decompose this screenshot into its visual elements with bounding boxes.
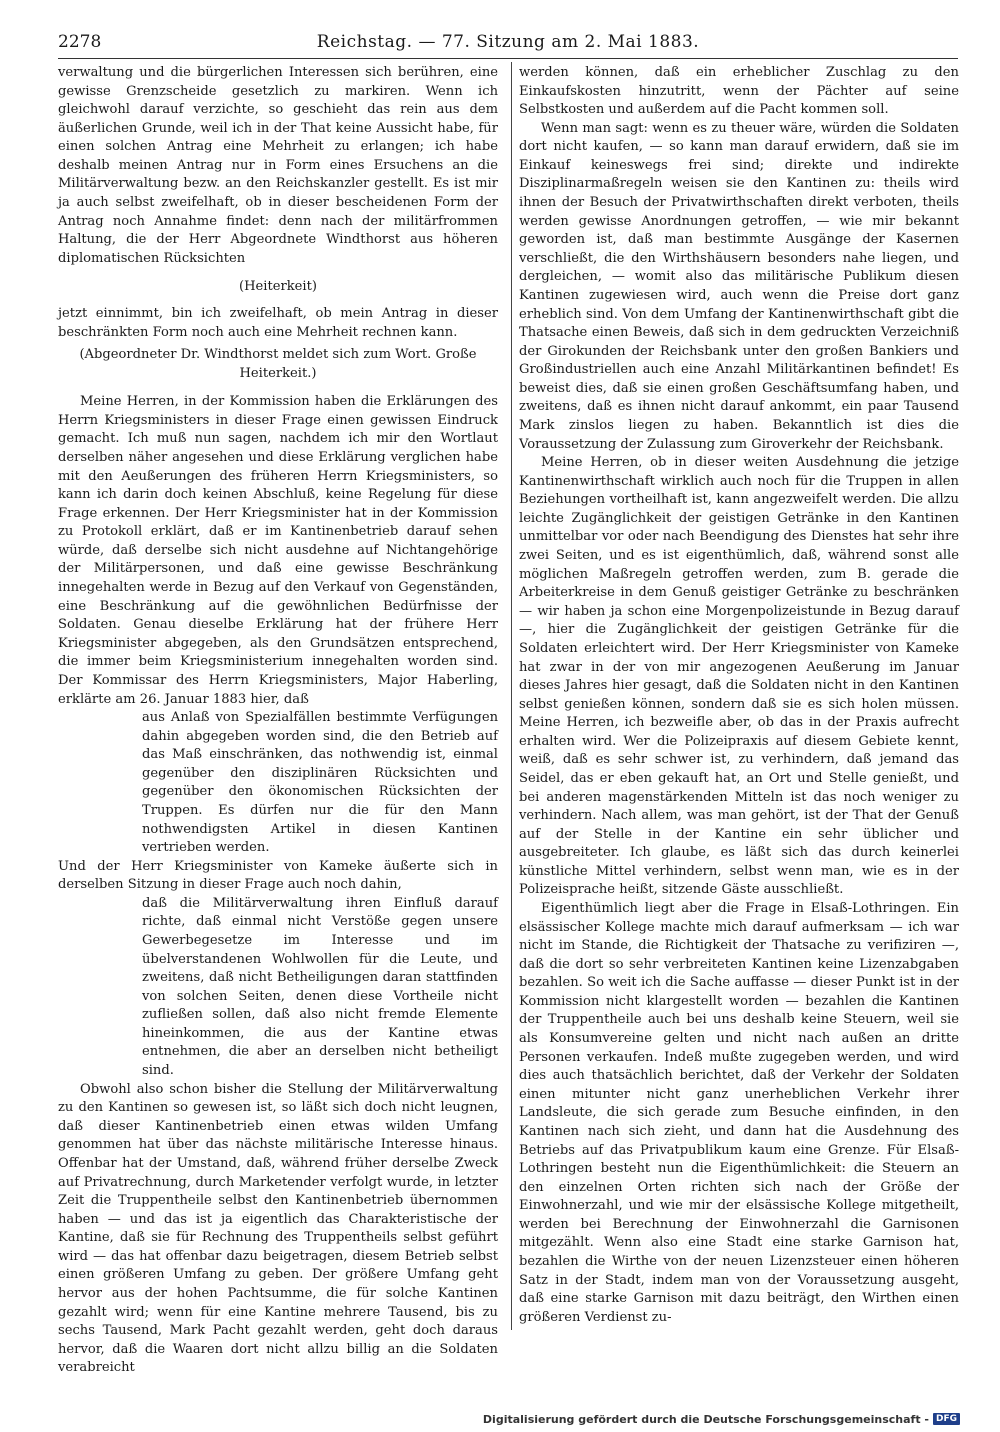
- quotation: aus Anlaß von Spezialfällen bestimmte Verfügungen dahin abgegeben worden sind, die den Betrieb auf das Maß einschränken, das nothwendig ist, einmal gegenüber den disziplinären Rücksichten und gegenüber den ökonomischen Rücksichten der Truppen. Es dürfen nur die für den Mann nothwendigsten Artikel in diesen Kantinen vertrieben werden.: [142, 710, 498, 856]
- paragraph: (Heiterkeit): [239, 279, 317, 295]
- page-title: Reichstag. — 77. Sitzung am 2. Mai 1883.: [316, 32, 700, 52]
- footer-text: Digitalisierung gefördert durch die Deutsche Forschungsgemeinschaft -: [482, 1412, 929, 1426]
- paragraph: werden können, daß ein erheblicher Zuschlag zu den Einkaufskosten hinzutritt, wenn der Pächter auf seine Selbstkosten und außerdem auf die Pacht kommen soll.: [519, 65, 959, 118]
- paragraph: Meine Herren, ob in dieser weiten Ausdehnung die jetzige Kantinenwirthschaft wirklich auch noch für die Truppen in allen Beziehungen vortheilhaft ist, kann angezweifelt werden. Die allzu leichte Zugänglichkeit der geistigen Getränke in den Kantinen unmittelbar vor oder nach Beendigung des Dienstes hat sehr ihre zwei Seiten, und es ist eigenthümlich, daß, während sonst alle möglichen Maßregeln getroffen werden, zum B. gerade die Arbeiterkreise in dem Genuß geistiger Getränke zu beschränken — wir haben ja schon eine Morgenpolizeistunde in Bezug darauf —, hier die Zugänglichkeit der geistigen Getränke für die Soldaten erleichtert wird. Der Herr Kriegsminister von Kameke hat zwar in der von mir angezogenen Aeußerung im Januar dieses Jahres hier gesagt, daß die Soldaten nicht in den Kantinen selbst genießen können, sondern daß sie es sich holen müssen. Meine Herren, ich bezweifle aber, ob das in der Praxis aufrecht erhalten wird. Wer die Polizeipraxis auf diesem Gebiete kennt, weiß, daß es sehr schwer ist, zu verhindern, daß jemand das Seidel, das er eben gekauft hat, an Ort und Stelle genießt, und bei anderen magenstärkenden Mitteln ist das noch weniger zu verhindern. Nach allem, was man gehört, ist der That der Genuß auf der Stelle in der Kantine ein sehr üblicher und ausgebreiteter. Ich glaube, es läßt sich das durch keinerlei künstliche Mittel verhindern, selbst wenn man, wie es in der Polizeisprache heißt, sitzende Gäste ausschließt.: [519, 455, 959, 898]
- paragraph: Wenn man sagt: wenn es zu theuer wäre, würden die Soldaten dort nicht kaufen, — so kann man darauf erwidern, daß sie im Einkauf keineswegs frei sind; direkte und indirekte Disziplinarmaßregeln weisen sie den Kantinen zu: theils wird ihnen der Besuch der Privatwirthschaften direkt verboten, theils werden gewisse Anordnungen getroffen, — wie mir bekannt geworden ist, daß man bestimmte Ausgänge der Kasernen verschließt, die den Wirthshäusern besonders nahe liegen, und dergleichen, — womit also das militärische Publikum diesen Kantinen zugewiesen wird, auch wenn die Preise dort ganz erheblich sind. Von dem Umfang der Kantinenwirthschaft gibt die Thatsache einen Beweis, daß sich in dem gedruckten Verzeichniß der Girokunden der Reichsbank unter den großen Bankiers und Großindustriellen auch eine Anzahl Militärkantinen befindet! Es beweist dies, daß sie einen großen Geschäftsumfang haben, und zweitens, daß es ihnen nicht darauf ankommt, ein paar Tausend Mark zinslos liegen zu haben. Bekanntlich ist dies die Voraussetzung der Zulassung zum Giroverkehr der Reichsbank.: [519, 120, 959, 452]
- column-divider: [511, 62, 512, 1330]
- page-header: [58, 30, 958, 56]
- left-column: [58, 64, 498, 1378]
- footer-credit: [483, 1411, 960, 1427]
- paragraph: Obwohl also schon bisher die Stellung der Militärverwaltung zu den Kantinen so gewesen ist, so läßt sich doch nicht leugnen, daß dieser Kantinenbetrieb einen etwas wilden Umfang genommen hat über das nächste militärische Interesse hinaus. Offenbar hat der Umstand, daß, während früher derselbe Zweck auf Privatrechnung, durch Marketender verfolgt wurde, in letzter Zeit die Truppentheile selbst den Kantinenbetrieb übernommen haben — und das ist ja eigentlich das Charakteristische der Kantine, daß sie für Rechnung des Truppentheils selbst geführt wird — das hat offenbar dazu beigetragen, diesem Betrieb selbst einen größeren Umfang zu geben. Der größere Umfang geht hervor aus der hohen Pachtsumme, die für solche Kantinen gezahlt wird; wenn für eine Kantine mehrere Tausend, bis zu sechs Tausend, Mark Pacht gezahlt werden, geht doch daraus hervor, daß die Waaren dort nicht allzu billig an die Soldaten verabreicht: [58, 1081, 498, 1376]
- dfg-logo: DFG: [933, 1413, 960, 1425]
- paragraph: jetzt einnimmt, bin ich zweifelhaft, ob mein Antrag in dieser beschränkten Form noch auch eine Mehrheit rechnen kann.: [58, 305, 498, 340]
- paragraph: Eigenthümlich liegt aber die Frage in Elsaß-Lothringen. Ein elsässischer Kollege machte mich darauf aufmerksam — ich war nicht im Stande, die Richtigkeit der Thatsache zu verifiziren —, daß die dort so sehr verbreiteten Kantinen keine Lizenzabgaben bezahlen. So weit ich die Sache auffasse — dieser Punkt ist in der Kommission nicht klargestellt worden — bezahlen die Kantinen der Truppentheile auch bei uns deshalb keine Steuern, weil sie als Konsumvereine gelten und nicht nach außen an dritte Personen verkaufen. Indeß mußte zugegeben werden, und wird dies auch thatsächlich berichtet, daß der Verkehr der Soldaten einen mitunter nicht ganz unerheblichen Verkehr ihrer Landsleute, die sich gerade zum Besuche einfinden, in den Kantinen nach sich zieht, und dann hat die Ausdehnung des Betriebs auf das Privatpublikum kaum eine Grenze. Für Elsaß-Lothringen besteht nun die Eigenthümlichkeit: die Steuern an den einzelnen Orten richten sich nach der Größe der Einwohnerzahl, und wie mir der elsässische Kollege mitgetheilt, werden bei Berechnung der Einwohnerzahl die Garnisonen mitgezählt. Wenn also eine Stadt eine starke Garnison hat, bezahlen die Wirthe von der neuen Lizenzsteuer einen höheren Satz in der Stadt, indem man von der Voraussetzung ausgeht, daß eine starke Garnison mit dazu beiträgt, den Wirthen einen größeren Verdienst zu-: [519, 901, 959, 1325]
- paragraph: (Abgeordneter Dr. Windthorst meldet sich zum Wort. Große Heiterkeit.): [79, 347, 477, 381]
- paragraph: Meine Herren, in der Kommission haben die Erklärungen des Herrn Kriegsministers in dieser Frage einen gewissen Eindruck gemacht. Ich muß nun sagen, nachdem ich mir den Wortlaut derselben näher angesehen und diese Erklärung verglichen habe mit den Aeußerungen des früheren Herrn Kriegsministers, so kann ich darin doch keinen Abschluß, keine Regelung für diese Frage erkennen. Der Herr Kriegsminister hat in der Kommission zu Protokoll erklärt, daß er im Kantinenbetrieb darauf sehen würde, daß derselbe sich nicht ausdehne auf Nichtangehörige der Militärpersonen, und daß eine gewisse Beschränkung innegehalten werde in Bezug auf den Verkauf von Gegenständen, eine Beschränkung auf die gewöhnlichen Bedürfnisse der Soldaten. Genau dieselbe Erklärung hat der frühere Herr Kriegsminister abgegeben, als den Grundsätzen entsprechend, die immer beim Kriegsministerium innegehalten worden sind. Der Kommissar des Herrn Kriegsministers, Major Haberling, erklärte am 26. Januar 1883 hier, daß: [58, 394, 498, 707]
- paragraph: verwaltung und die bürgerlichen Interessen sich berühren, eine gewisse Grenzscheide gesetzlich zu markiren. Wenn ich gleichwohl darauf verzichte, so geschieht das rein aus dem äußerlichen Grunde, weil ich in der That keine Aussicht habe, für einen solchen Antrag eine Mehrheit zu erlangen; ich habe deshalb meinen Antrag nur in Form eines Ersuchens an die Militärverwaltung bezw. an den Reichskanzler gestellt. Es ist mir ja auch selbst zweifelhaft, ob in dieser bescheidenen Form der Antrag noch Annahme findet: denn nach der militärfrommen Haltung, die der Herr Abgeordnete Windthorst aus höheren diplomatischen Rücksichten: [58, 65, 498, 266]
- header-rule: [58, 58, 958, 59]
- page-number: 2278: [58, 32, 102, 52]
- quotation: daß die Militärverwaltung ihren Einfluß darauf richte, daß einmal nicht Verstöße gegen unsere Gewerbegesetze im Interesse und im übelverstandenen Wohlwollen für die Leute, und zweitens, daß nicht Betheiligungen daran stattfinden von solchen Seiten, denen diese Vortheile nicht zufließen sollen, daß also nicht fremde Elemente hineinkommen, die aus der Kantine etwas entnehmen, die aber an derselben nicht betheiligt sind.: [142, 895, 498, 1079]
- paragraph: Und der Herr Kriegsminister von Kameke äußerte sich in derselben Sitzung in dieser Frage auch noch dahin,: [58, 858, 498, 893]
- right-column: [519, 64, 959, 1327]
